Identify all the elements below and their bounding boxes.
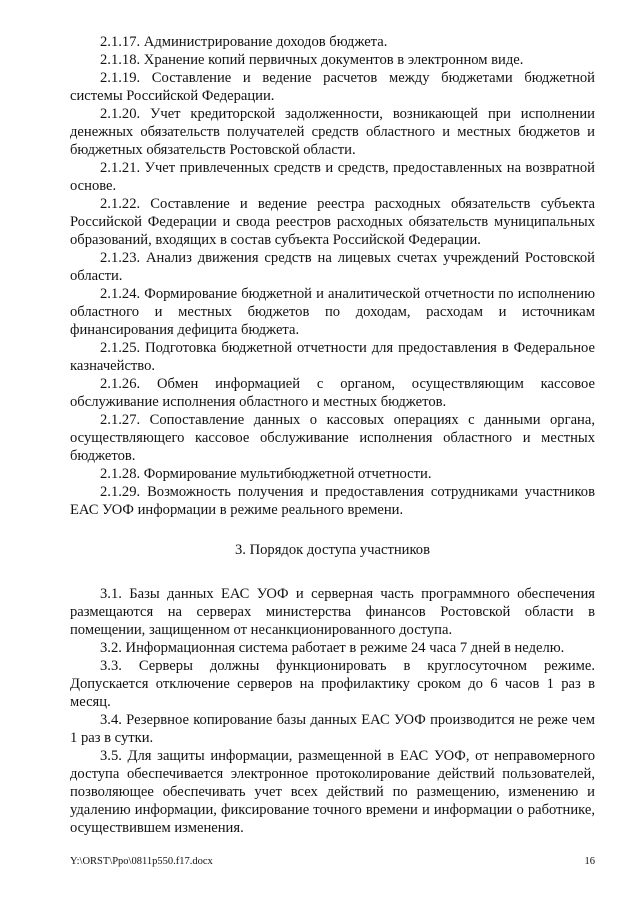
paragraph-2-1-25: 2.1.25. Подготовка бюджетной отчетности для предоставления в Федеральное казначейство.	[70, 340, 595, 374]
footer-file-path: Y:\ORST\Ppo\0811p550.f17.docx	[70, 856, 213, 867]
paragraph-2-1-26: 2.1.26. Обмен информацией с органом, осуществляющим кассовое обслуживание исполнения областного и местных бюджетов.	[70, 376, 595, 410]
paragraph-2-1-22: 2.1.22. Составление и ведение реестра расходных обязательств субъекта Российской Федерации и свода реестров расходных обязательств муниципальных образований, входящих в состав субъекта Российской Федерации.	[70, 196, 595, 248]
paragraph-3-1: 3.1. Базы данных ЕАС УОФ и серверная часть программного обеспечения размещаются на серверах министерства финансов Ростовской области в помещении, защищенном от несанкционированного доступа.	[70, 586, 595, 638]
paragraph-2-1-18: 2.1.18. Хранение копий первичных документов в электронном виде.	[100, 52, 524, 68]
paragraph-3-4: 3.4. Резервное копирование базы данных ЕАС УОФ производится не реже чем 1 раз в сутки.	[70, 712, 595, 746]
paragraph-2-1-27: 2.1.27. Сопоставление данных о кассовых операциях с данными органа, осуществляющего кассовое обслуживание исполнения областного и местных бюджетов.	[70, 412, 595, 464]
paragraph-2-1-28: 2.1.28. Формирование мультибюджетной отчетности.	[100, 466, 432, 482]
paragraph-3-3: 3.3. Серверы должны функционировать в круглосуточном режиме. Допускается отключение серверов на профилактику сроком до 6 часов 1 раз в месяц.	[70, 658, 595, 710]
paragraph-3-2: 3.2. Информационная система работает в режиме 24 часа 7 дней в неделю.	[100, 640, 565, 656]
paragraph-2-1-21: 2.1.21. Учет привлеченных средств и средств, предоставленных на возвратной основе.	[70, 160, 595, 194]
document-page	[70, 33, 595, 837]
section-heading: 3. Порядок доступа участников	[234, 542, 430, 558]
paragraph-2-1-29: 2.1.29. Возможность получения и предоставления сотрудниками участников ЕАС УОФ информации в режиме реального времени.	[70, 484, 595, 518]
paragraph-2-1-19: 2.1.19. Составление и ведение расчетов между бюджетами бюджетной системы Российской Федерации.	[70, 70, 595, 104]
paragraph-2-1-17: 2.1.17. Администрирование доходов бюджета.	[100, 34, 388, 50]
paragraph-2-1-23: 2.1.23. Анализ движения средств на лицевых счетах учреждений Ростовской области.	[70, 250, 595, 284]
paragraph-2-1-24: 2.1.24. Формирование бюджетной и аналитической отчетности по исполнению областного и местных бюджетов по доходам, расходам и источникам финансирования дефицита бюджета.	[70, 286, 595, 338]
paragraph-3-5: 3.5. Для защиты информации, размещенной в ЕАС УОФ, от неправомерного доступа обеспечивается электронное протоколирование действий пользователей, позволяющее обеспечивать учет всех действий по размещению, изменению и удалению информации, фиксирование точного времени и информации о работнике, осуществившем изменения.	[70, 748, 595, 836]
paragraph-2-1-20: 2.1.20. Учет кредиторской задолженности, возникающей при исполнении денежных обязательств получателей средств областного и местных бюджетов и бюджетных обязательств Ростовской области.	[70, 106, 595, 158]
footer-page-number: 16	[584, 856, 595, 867]
